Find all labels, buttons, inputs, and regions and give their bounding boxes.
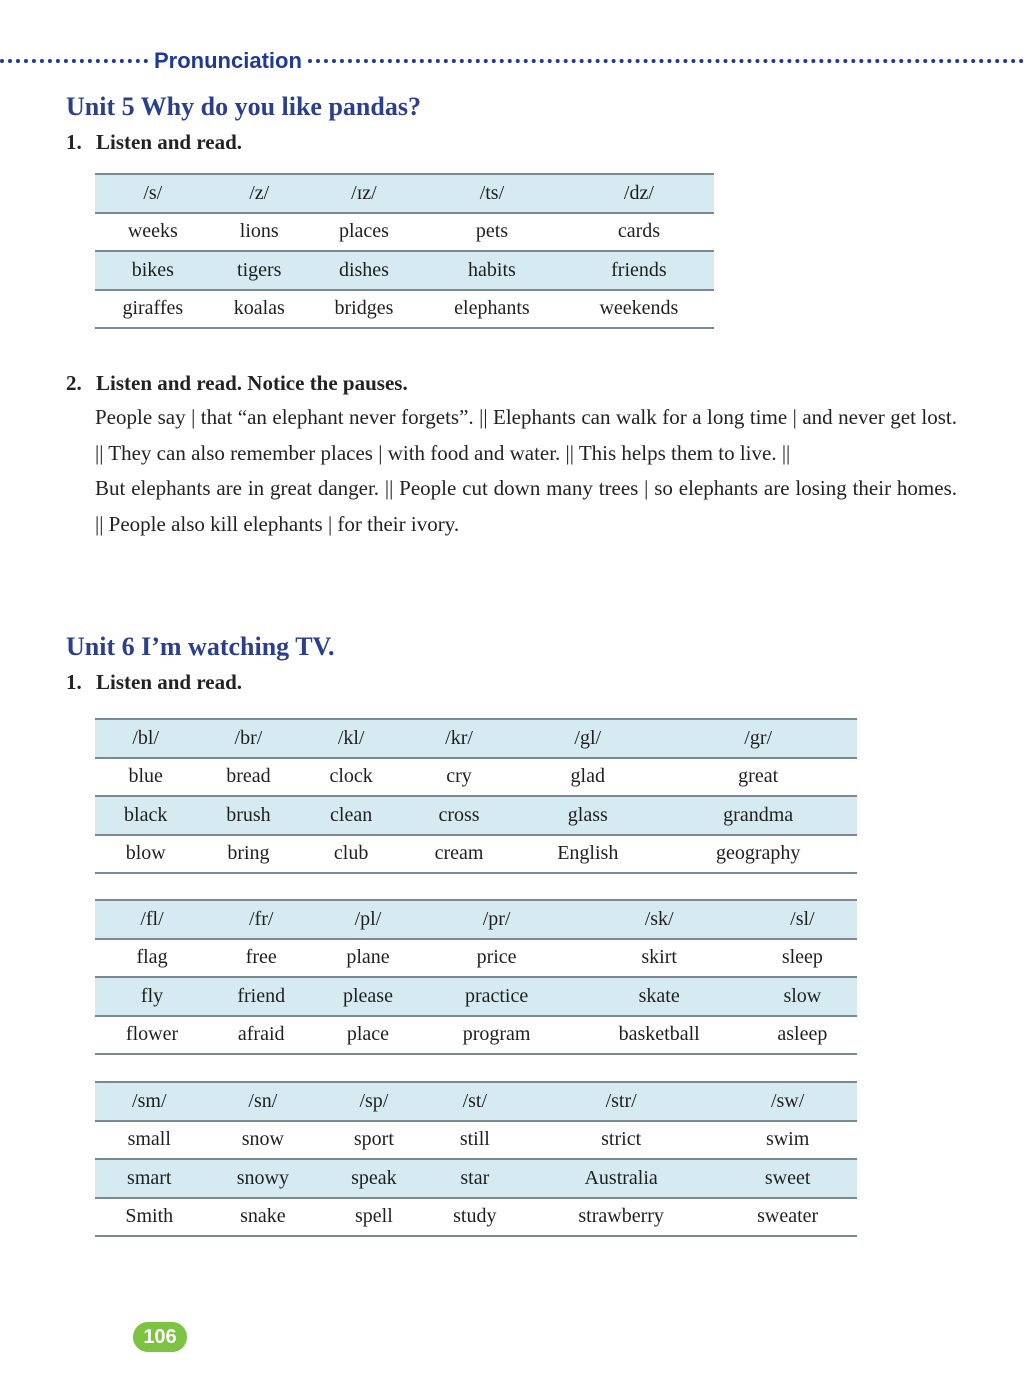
word-cell: English	[516, 835, 659, 874]
word-cell: basketball	[571, 1016, 748, 1055]
word-cell: geography	[659, 835, 857, 874]
table-header-row	[95, 1082, 857, 1121]
word-cell: sweet	[718, 1159, 857, 1198]
exercise-number: 2.	[66, 371, 82, 395]
word-cell: bring	[196, 835, 300, 874]
word-cell: tigers	[211, 251, 308, 290]
word-cell: afraid	[209, 1016, 313, 1055]
word-cell: weekends	[564, 290, 714, 329]
table-row	[95, 1121, 857, 1160]
exercise-number: 1.	[66, 670, 82, 694]
word-cell: small	[95, 1121, 204, 1160]
word-cell: bridges	[308, 290, 420, 329]
phoneme-header: /sp/	[322, 1082, 425, 1121]
unit6-ex1-heading	[66, 670, 242, 695]
dotted-rule-right	[308, 59, 1024, 63]
word-cell: bikes	[95, 251, 211, 290]
word-cell: asleep	[748, 1016, 857, 1055]
section-title: Pronunciation	[154, 48, 302, 73]
dotted-rule-left	[0, 59, 148, 63]
exercise-number: 1.	[66, 130, 82, 154]
phoneme-header: /s/	[95, 174, 211, 213]
word-cell: sleep	[748, 939, 857, 978]
phoneme-header: /br/	[196, 719, 300, 758]
phoneme-header: /fl/	[95, 900, 209, 939]
unit6-title: Unit 6 I’m watching TV.	[66, 632, 335, 661]
word-cell: smart	[95, 1159, 204, 1198]
word-cell: speak	[322, 1159, 425, 1198]
word-cell: friend	[209, 977, 313, 1016]
word-cell: place	[313, 1016, 422, 1055]
word-cell: cream	[402, 835, 516, 874]
word-cell: koalas	[211, 290, 308, 329]
word-cell: cards	[564, 213, 714, 252]
phoneme-header: /ɪz/	[308, 174, 420, 213]
unit5-ex2-heading	[66, 371, 408, 396]
word-cell: grandma	[659, 796, 857, 835]
table-row	[95, 213, 714, 252]
exercise-title: Listen and read.	[96, 670, 243, 694]
word-cell: great	[659, 758, 857, 797]
table-row	[95, 758, 857, 797]
phoneme-header: /kl/	[300, 719, 401, 758]
phoneme-header: /st/	[426, 1082, 524, 1121]
word-cell: bread	[196, 758, 300, 797]
word-cell: flag	[95, 939, 209, 978]
word-cell: free	[209, 939, 313, 978]
table-row	[95, 835, 857, 874]
table-row	[95, 290, 714, 329]
word-cell: study	[426, 1198, 524, 1237]
word-cell: snake	[204, 1198, 323, 1237]
exercise-title: Listen and read.	[96, 130, 243, 154]
word-cell: price	[423, 939, 571, 978]
phoneme-header: /dz/	[564, 174, 714, 213]
word-cell: plane	[313, 939, 422, 978]
word-cell: program	[423, 1016, 571, 1055]
table-row	[95, 796, 857, 835]
phoneme-header: /bl/	[95, 719, 196, 758]
phoneme-header: /sl/	[748, 900, 857, 939]
unit6-phonics-table-3	[95, 1081, 857, 1237]
phoneme-header: /fr/	[209, 900, 313, 939]
word-cell: weeks	[95, 213, 211, 252]
word-cell: please	[313, 977, 422, 1016]
table-row	[95, 1016, 857, 1055]
table-row	[95, 977, 857, 1016]
phoneme-header: /sk/	[571, 900, 748, 939]
word-cell: still	[426, 1121, 524, 1160]
phoneme-header: /pr/	[423, 900, 571, 939]
unit6-phonics-table-2	[95, 899, 857, 1055]
word-cell: snow	[204, 1121, 323, 1160]
word-cell: blow	[95, 835, 196, 874]
phoneme-header: /pl/	[313, 900, 422, 939]
word-cell: practice	[423, 977, 571, 1016]
table-header-row	[95, 174, 714, 213]
word-cell: elephants	[420, 290, 564, 329]
word-cell: giraffes	[95, 290, 211, 329]
unit6-phonics-table-1	[95, 718, 857, 874]
word-cell: habits	[420, 251, 564, 290]
phoneme-header: /ts/	[420, 174, 564, 213]
phoneme-header: /sm/	[95, 1082, 204, 1121]
word-cell: blue	[95, 758, 196, 797]
word-cell: Smith	[95, 1198, 204, 1237]
word-cell: club	[300, 835, 401, 874]
word-cell: clean	[300, 796, 401, 835]
word-cell: flower	[95, 1016, 209, 1055]
word-cell: skate	[571, 977, 748, 1016]
passage-paragraph: People say | that “an elephant never forgets”. || Elephants can walk for a long time | and never get lost. || They can also remember places | with food and water. || This helps them to live. ||	[95, 405, 957, 465]
word-cell: star	[426, 1159, 524, 1198]
word-cell: slow	[748, 977, 857, 1016]
word-cell: strawberry	[524, 1198, 718, 1237]
word-cell: sweater	[718, 1198, 857, 1237]
phoneme-header: /kr/	[402, 719, 516, 758]
word-cell: black	[95, 796, 196, 835]
word-cell: cross	[402, 796, 516, 835]
page-number-badge: 106	[133, 1322, 187, 1352]
word-cell: brush	[196, 796, 300, 835]
word-cell: glass	[516, 796, 659, 835]
phoneme-header: /sw/	[718, 1082, 857, 1121]
phoneme-header: /str/	[524, 1082, 718, 1121]
word-cell: strict	[524, 1121, 718, 1160]
unit5-title: Unit 5 Why do you like pandas?	[66, 92, 421, 121]
word-cell: cry	[402, 758, 516, 797]
word-cell: Australia	[524, 1159, 718, 1198]
word-cell: sport	[322, 1121, 425, 1160]
table-row	[95, 939, 857, 978]
phoneme-header: /gl/	[516, 719, 659, 758]
section-header	[0, 44, 1024, 78]
table-row	[95, 251, 714, 290]
word-cell: pets	[420, 213, 564, 252]
passage-paragraph: But elephants are in great danger. || People cut down many trees | so elephants are losing their homes. || People also kill elephants | for their ivory.	[95, 476, 957, 536]
word-cell: friends	[564, 251, 714, 290]
word-cell: snowy	[204, 1159, 323, 1198]
word-cell: clock	[300, 758, 401, 797]
word-cell: places	[308, 213, 420, 252]
table-row	[95, 1159, 857, 1198]
word-cell: glad	[516, 758, 659, 797]
word-cell: lions	[211, 213, 308, 252]
phoneme-header: /z/	[211, 174, 308, 213]
word-cell: dishes	[308, 251, 420, 290]
word-cell: fly	[95, 977, 209, 1016]
table-row	[95, 1198, 857, 1237]
exercise-title: Listen and read. Notice the pauses.	[96, 371, 408, 395]
word-cell: skirt	[571, 939, 748, 978]
table-header-row	[95, 900, 857, 939]
word-cell: spell	[322, 1198, 425, 1237]
unit5-phonics-table	[95, 173, 714, 329]
reading-passage	[95, 400, 957, 542]
word-cell: swim	[718, 1121, 857, 1160]
unit5-ex1-heading	[66, 130, 242, 155]
phoneme-header: /sn/	[204, 1082, 323, 1121]
table-header-row	[95, 719, 857, 758]
phoneme-header: /gr/	[659, 719, 857, 758]
